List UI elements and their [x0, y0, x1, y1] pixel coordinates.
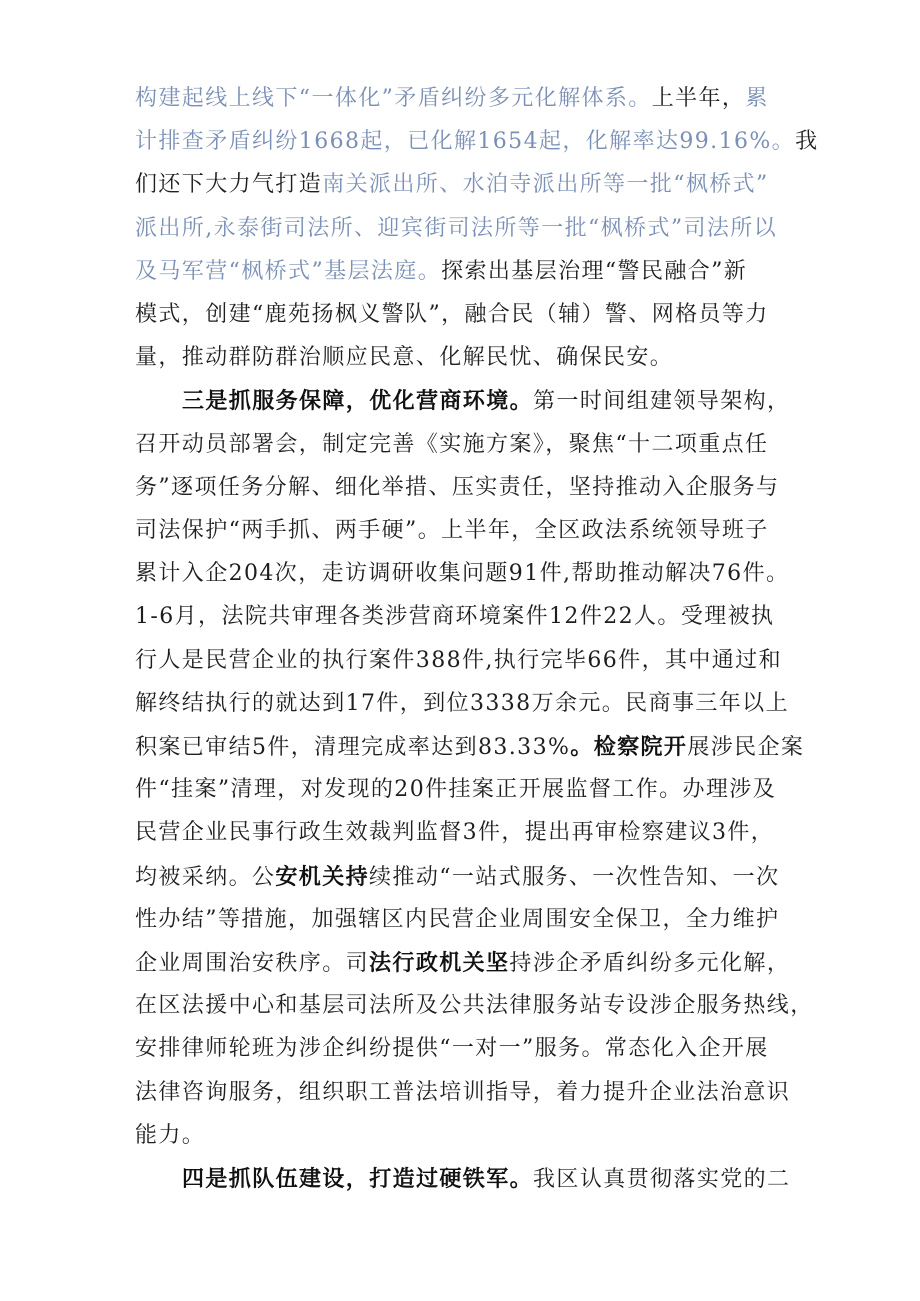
paragraph-first-line	[182, 381, 794, 421]
text-line	[135, 813, 795, 853]
text-segment: 能力。	[135, 1122, 206, 1148]
text-segment: 我	[795, 129, 819, 155]
highlighted-text: 计排查矛盾纠纷1668起，已化解1654起，化解率达99.16%。	[135, 129, 796, 155]
text-segment: 累计入企204次，走访调研收集问题91件,帮助推动解决76件。	[135, 561, 790, 587]
text-line	[135, 641, 795, 681]
bold-text: 安机关持	[275, 863, 370, 890]
highlighted-text: 派出所,永泰街司法所、迎宾街司法所等一批“枫桥式”司法所以	[135, 215, 778, 241]
text-segment: 续推动“一站式服务、一次性告知、一次	[369, 864, 780, 890]
text-segment: 企业周围治安秩序。司	[135, 951, 370, 976]
text-segment: 均被采纳。公	[135, 864, 276, 890]
text-segment: 民营企业民事行政生效裁判监督3件，提出再审检察建议3件，	[135, 820, 775, 846]
text-segment: 安排律师轮班为涉企纠纷提供“一对一”服务。常态化入企开展	[135, 1036, 769, 1062]
text-line	[135, 338, 795, 378]
text-segment: 件“挂案”清理，对发现的20件挂案正开展监督工作。办理涉及	[135, 777, 777, 803]
text-line	[135, 425, 795, 465]
text-segment: 司法保护“两手抓、两手硬”。上半年，全区政法系统领导班子	[135, 518, 769, 543]
text-segment: 我区认真贯彻落实党的二	[533, 1167, 791, 1192]
text-segment: 在区法援中心和基层司法所及公共法律服务站专设涉企服务热线，	[135, 993, 814, 1019]
highlighted-text: 及马军营“枫桥式”基层法庭。	[135, 258, 442, 284]
text-line	[135, 79, 795, 119]
text-segment: 们还下大力气打造	[135, 172, 323, 198]
text-segment: 上半年，	[651, 86, 746, 111]
paragraph-first-line	[182, 1159, 794, 1199]
text-line	[135, 986, 814, 1026]
bold-text: 四是抓队伍建设，打造过硬铁军。	[182, 1166, 534, 1192]
text-segment: 解终结执行的就达到17件，到位3338万余元。民商事三年以上	[135, 690, 789, 716]
text-line	[135, 209, 795, 249]
text-segment: 行人是民营企业的执行案件388件,执行完毕66件，其中通过和	[135, 647, 782, 673]
text-line	[135, 943, 795, 983]
highlighted-text: 构建起线上线下“一体化”矛盾纠纷多元化解体系。	[135, 86, 652, 111]
text-segment: 法律咨询服务，组织职工普法培训指导，着力提升企业法治意识	[135, 1079, 791, 1105]
text-line	[135, 770, 795, 810]
text-line	[135, 554, 795, 594]
text-line	[135, 1029, 795, 1069]
text-line	[135, 857, 795, 897]
text-segment: 持涉企矛盾纠纷多元化解，	[509, 951, 791, 976]
highlighted-text: 南关派出所、水泊寺派出所等一批“枫桥式”	[322, 172, 769, 198]
text-segment: 务”逐项任务分解、细化举措、压实责任，坚持推动入企服务与	[135, 474, 780, 500]
text-line	[135, 511, 795, 551]
text-line	[135, 684, 795, 724]
text-segment: 积案已审结5件，清理完成率达到83.33%	[135, 735, 571, 760]
text-segment: 展涉民企案	[687, 735, 805, 760]
text-segment: 模式，创建“鹿苑扬枫义警队”，融合民（辅）警、网格员等力	[135, 302, 769, 327]
bold-text: 。检察院开	[570, 734, 688, 760]
bold-text: 法行政机关坚	[369, 950, 510, 976]
text-line	[135, 165, 795, 205]
text-segment: 量，推动群防群治顺应民意、化解民忧、确保民安。	[135, 345, 674, 371]
text-segment: 1-6月，法院共审理各类涉营商环境案件12件22人。受理被执	[135, 604, 775, 630]
text-segment: 召开动员部署会，制定完善《实施方案》，聚焦“十二项重点任	[135, 431, 769, 457]
bold-text: 三是抓服务保障，优化营商环境。	[182, 388, 534, 415]
text-segment: 第一时间组建领导架构，	[533, 389, 791, 415]
text-line	[135, 1073, 795, 1113]
text-line	[135, 900, 795, 940]
text-segment: 探索出基层治理“警民融合”新	[441, 258, 748, 284]
text-line	[135, 122, 819, 162]
text-line	[135, 295, 795, 335]
text-line	[135, 727, 805, 767]
text-segment: 性办结”等措施，加强辖区内民营企业周围安全保卫，全力维护	[135, 906, 780, 932]
text-line	[135, 252, 795, 292]
text-line	[135, 597, 795, 637]
highlighted-text: 累	[745, 86, 769, 111]
text-line	[135, 1116, 795, 1156]
text-line	[135, 468, 795, 508]
